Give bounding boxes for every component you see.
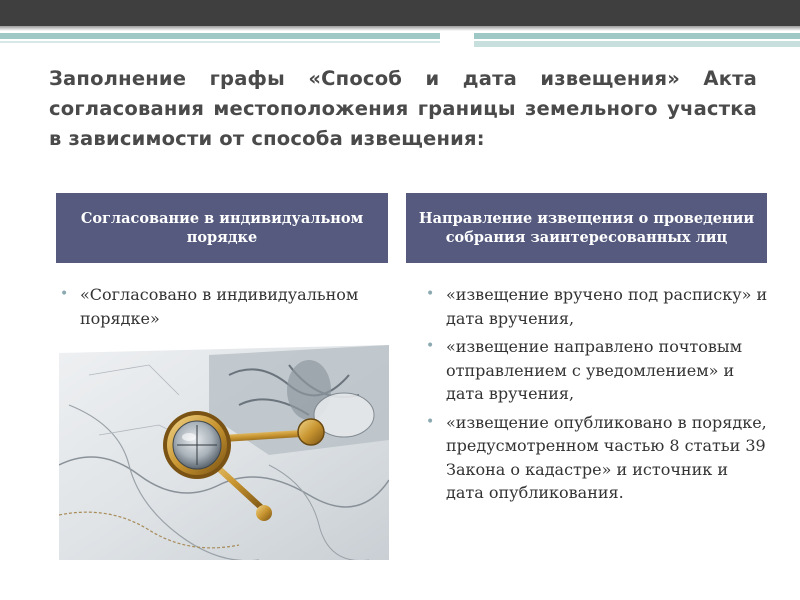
column-header-left-label: Согласование в индивидуальном порядке <box>80 210 364 246</box>
list-item-text: «Согласовано в индивидуальном порядке» <box>80 285 359 328</box>
accent-bar-right <box>474 33 800 39</box>
list-item-text: «извещение направлено почтовым отправлением с уведомлением» и дата вручения, <box>446 337 743 403</box>
list-item <box>58 283 388 330</box>
accent-bar-right-lower <box>474 41 800 47</box>
column-header-right-label: Направление извещения о проведении собрания заинтересованных лиц <box>418 210 755 246</box>
left-bullet-list <box>58 283 388 335</box>
accent-bar-left <box>0 33 440 39</box>
list-item <box>424 411 769 505</box>
map-compass-photo <box>59 345 389 560</box>
slide-title: Заполнение графы «Способ и дата извещения» Акта согласования местоположения границы земельного участка в зависимости от способа извещения: <box>49 67 757 150</box>
top-bar-shadow <box>0 26 800 31</box>
list-item-text: «извещение опубликовано в порядке, предусмотренном частью 8 статьи 39 Закона о кадастре» и источник и дата опубликования. <box>446 412 767 502</box>
column-header-left <box>56 193 388 263</box>
list-item-text: «извещение вручено под расписку» и дата вручения, <box>446 285 768 328</box>
bullet-icon: • <box>426 286 435 302</box>
map-illustration <box>59 345 389 560</box>
list-item <box>424 335 769 406</box>
top-dark-bar <box>0 0 800 26</box>
bullet-icon: • <box>426 338 435 354</box>
column-header-right <box>406 193 767 263</box>
list-item <box>424 283 769 330</box>
bullet-icon: • <box>60 286 69 302</box>
accent-bar-thin <box>0 41 440 43</box>
right-bullet-list <box>424 283 769 510</box>
bullet-icon: • <box>426 413 435 430</box>
